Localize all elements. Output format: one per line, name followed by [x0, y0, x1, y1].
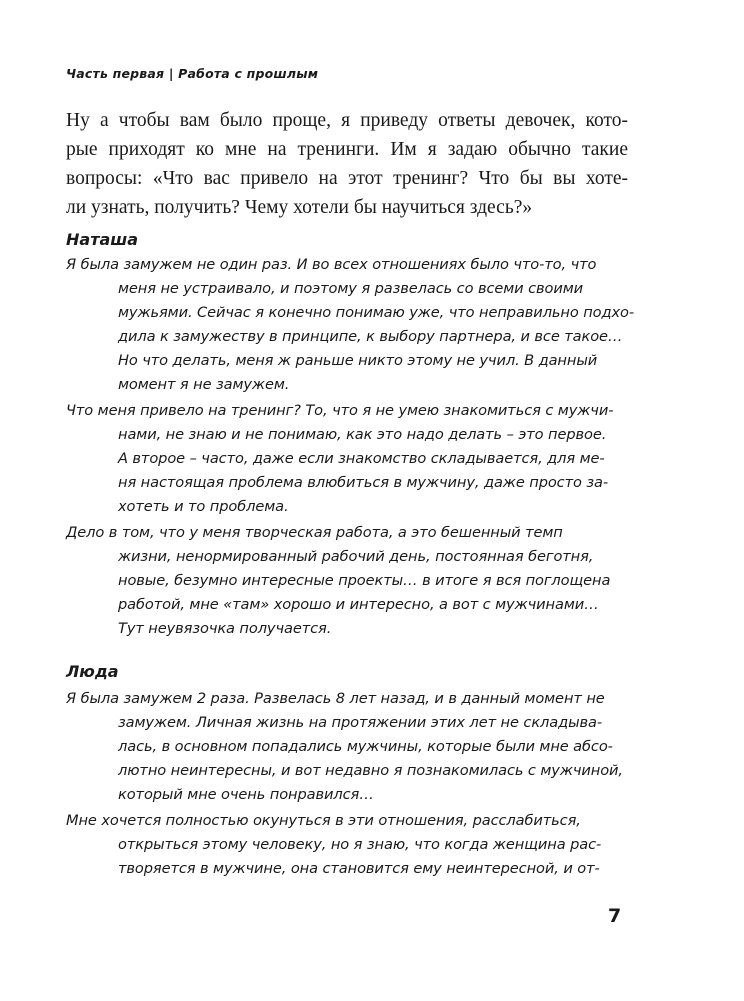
quote-line: новые, безумно интересные проекты… в итоге я вся поглощена [118, 572, 611, 589]
page-number: 7 [608, 905, 622, 927]
speaker-section [66, 253, 635, 643]
quote-paragraph [66, 687, 626, 807]
quote-line: Дело в том, что у меня творческая работа, а это бешенный темп [66, 524, 563, 541]
quote-paragraph [66, 521, 626, 641]
quote-line: Но что делать, меня ж раньше никто этому не учил. В данный [118, 352, 598, 369]
quote-line: мужьями. Сейчас я конечно понимаю уже, что неправильно подхо- [118, 304, 635, 321]
quote-line: замужем. Личная жизнь на протяжении этих лет не складыва- [118, 714, 603, 731]
quote-line: дила к замужеству в принципе, к выбору партнера, и все такое… [118, 328, 623, 345]
quote-paragraph [66, 399, 626, 519]
quote-line: А второе – часто, даже если знакомство складывается, для ме- [118, 450, 605, 467]
quote-paragraph [66, 253, 635, 397]
quote-line: жизни, ненормированный рабочий день, постоянная беготня, [118, 548, 594, 565]
intro-paragraph [66, 106, 628, 222]
quote-line: Мне хочется полностью окунуться в эти отношения, расслабиться, [66, 812, 581, 829]
quote-line: нами, не знаю и не понимаю, как это надо делать – это первое. [118, 426, 607, 443]
quote-line: меня не устраивало, и поэтому я развелась со всеми своими [118, 280, 584, 297]
quote-line: лютно неинтересны, и вот недавно я познакомилась с мужчиной, [118, 762, 623, 779]
intro-line: ли узнать, получить? Чему хотели бы научиться здесь?» [66, 197, 533, 218]
quote-line: Я была замужем не один раз. И во всех отношениях было что-то, что [66, 256, 597, 273]
quote-line: ня настоящая проблема влюбиться в мужчину, даже просто за- [118, 474, 609, 491]
quote-line: Что меня привело на тренинг? То, что я не умею знакомиться с мужчи- [66, 402, 614, 419]
quote-paragraph [66, 809, 626, 881]
intro-line: Ну а чтобы вам было проще, я приведу ответы девочек, кото- [66, 110, 628, 131]
quote-line: творяется в мужчине, она становится ему неинтересной, и от- [118, 860, 600, 877]
intro-line: рые приходят ко мне на тренинги. Им я задаю обычно такие [66, 139, 628, 160]
speaker-name: Люда [66, 662, 119, 681]
intro-line: вопросы: «Что вас привело на этот тренинг? Что бы вы хоте- [66, 168, 628, 189]
quote-line: лась, в основном попадались мужчины, которые были мне абсо- [118, 738, 613, 755]
quote-line: Тут неувязочка получается. [118, 620, 332, 637]
quote-line: момент я не замужем. [118, 376, 290, 393]
speaker-section [66, 687, 626, 883]
quote-line: хотеть и то проблема. [118, 498, 289, 515]
running-head: Часть первая | Работа с прошлым [66, 66, 319, 81]
quote-line: который мне очень понравился… [118, 786, 374, 803]
speaker-name: Наташа [66, 230, 139, 249]
quote-line: Я была замужем 2 раза. Развелась 8 лет назад, и в данный момент не [66, 690, 605, 707]
quote-line: работой, мне «там» хорошо и интересно, а вот с мужчинами… [118, 596, 599, 613]
quote-line: открыться этому человеку, но я знаю, что когда женщина рас- [118, 836, 602, 853]
